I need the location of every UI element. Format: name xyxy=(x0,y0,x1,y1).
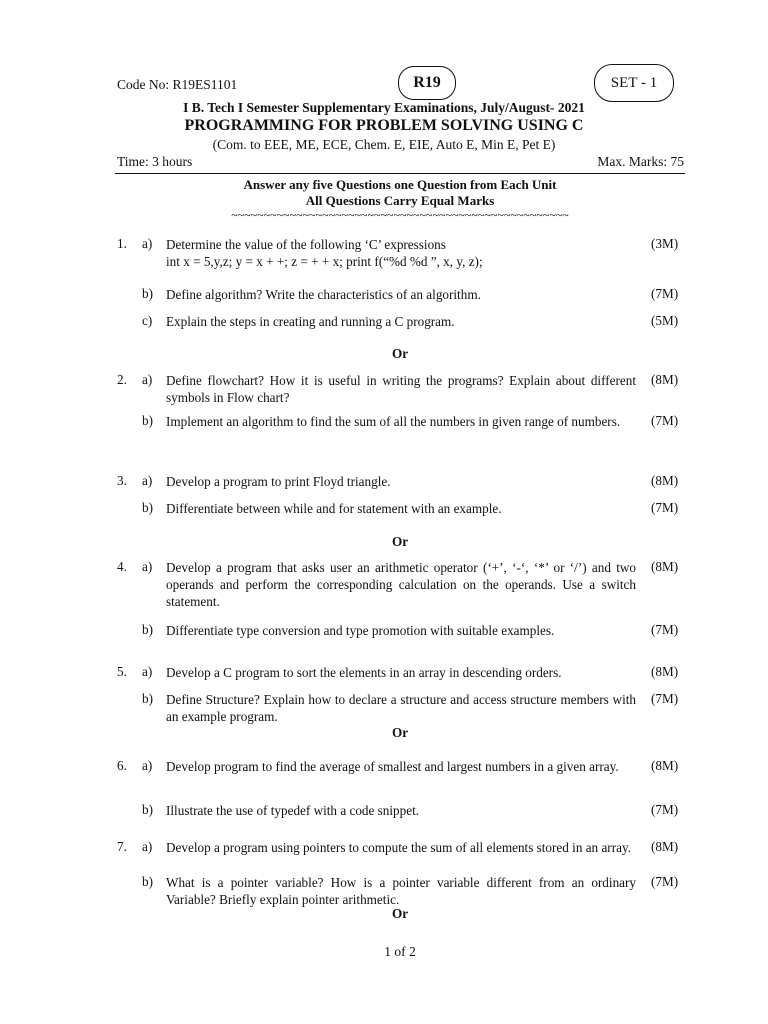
question-number: 3. xyxy=(117,473,127,488)
question-text: Develop a program that asks user an arithmetic operator (‘+’, ‘-‘, ‘*’ or ‘/’) and two operands and perform the corresponding calculation on the operands. Use a switch statement. xyxy=(166,560,636,609)
regulation-badge: R19 xyxy=(398,66,456,100)
marks-label: (7M) xyxy=(651,413,679,428)
marks-label: (8M) xyxy=(651,559,679,574)
question-number: 4. xyxy=(117,559,127,574)
part-label: b) xyxy=(142,802,153,817)
question-text: Illustrate the use of typedef with a code snippet. xyxy=(166,803,420,818)
question-text: Define Structure? Explain how to declare a structure and access structure members with an example program. xyxy=(166,692,636,724)
or-divider: Or xyxy=(391,346,409,361)
question-text: Develop a program using pointers to compute the sum of all elements stored in an array. xyxy=(166,840,631,855)
part-label: b) xyxy=(142,413,153,428)
or-divider: Or xyxy=(391,725,409,740)
part-label: b) xyxy=(142,286,153,301)
part-label: a) xyxy=(142,473,153,488)
question-text: Determine the value of the following ‘C’ expressions xyxy=(166,237,446,252)
marks-label: (7M) xyxy=(651,286,679,301)
or-divider: Or xyxy=(391,906,409,921)
part-label: a) xyxy=(142,559,153,574)
part-label: a) xyxy=(142,236,153,251)
question-text: Develop a program to print Floyd triangle. xyxy=(166,474,391,489)
exam-title: I B. Tech I Semester Supplementary Examinations, July/August- 2021 xyxy=(183,100,585,115)
part-label: a) xyxy=(142,839,153,854)
question-text: Develop a C program to sort the elements in an array in descending orders. xyxy=(166,665,562,680)
marks-label: (7M) xyxy=(651,691,679,706)
question-number: 7. xyxy=(117,839,127,854)
header-divider xyxy=(115,173,685,174)
question-text: Differentiate between while and for statement with an example. xyxy=(166,501,502,516)
marks-label: (8M) xyxy=(651,664,679,679)
question-text: Explain the steps in creating and running a C program. xyxy=(166,314,455,329)
instruction-line-2: All Questions Carry Equal Marks xyxy=(305,193,495,208)
part-label: b) xyxy=(142,622,153,637)
marks-label: (8M) xyxy=(651,839,679,854)
part-label: c) xyxy=(142,313,153,328)
marks-label: (7M) xyxy=(651,500,679,515)
instruction-line-1: Answer any five Questions one Question from Each Unit xyxy=(243,177,557,192)
common-to-branches: (Com. to EEE, ME, ECE, Chem. E, EIE, Auto E, Min E, Pet E) xyxy=(212,137,556,152)
question-text: What is a pointer variable? How is a pointer variable different from an ordinary Variable? Briefly explain pointer arithmetic. xyxy=(166,875,636,907)
marks-label: (3M) xyxy=(651,236,679,251)
part-label: a) xyxy=(142,758,153,773)
code-number: Code No: R19ES1101 xyxy=(117,77,238,92)
question-number: 1. xyxy=(117,236,127,251)
or-divider: Or xyxy=(391,534,409,549)
marks-label: (7M) xyxy=(651,874,679,889)
max-marks: Max. Marks: 75 xyxy=(597,154,684,169)
part-label: a) xyxy=(142,372,153,387)
question-text: Implement an algorithm to find the sum of all the numbers in given range of numbers. xyxy=(166,414,621,429)
set-badge: SET - 1 xyxy=(594,64,674,102)
exam-time: Time: 3 hours xyxy=(117,154,193,169)
marks-label: (8M) xyxy=(651,372,679,387)
subject-title: PROGRAMMING FOR PROBLEM SOLVING USING C xyxy=(184,117,584,134)
part-label: b) xyxy=(142,691,153,706)
marks-label: (7M) xyxy=(651,802,679,817)
question-number: 6. xyxy=(117,758,127,773)
question-code-line: int x = 5,y,z; y = x + +; z = + + x; print f(“%d %d ”, x, y, z); xyxy=(166,254,483,269)
page-number: 1 of 2 xyxy=(384,944,416,959)
marks-label: (7M) xyxy=(651,622,679,637)
part-label: b) xyxy=(142,500,153,515)
part-label: b) xyxy=(142,874,153,889)
part-label: a) xyxy=(142,664,153,679)
marks-label: (8M) xyxy=(651,473,679,488)
question-number: 5. xyxy=(117,664,127,679)
question-number: 2. xyxy=(117,372,127,387)
marks-label: (5M) xyxy=(651,313,679,328)
tilde-divider: ~~~~~~~~~~~~~~~~~~~~~~~~~~~~~~~~~~~~~~~~~~~~~~~~~~~~ xyxy=(231,208,569,222)
question-text: Differentiate type conversion and type promotion with suitable examples. xyxy=(166,623,555,638)
question-text: Define algorithm? Write the characteristics of an algorithm. xyxy=(166,287,481,302)
marks-label: (8M) xyxy=(651,758,679,773)
question-text: Develop program to find the average of smallest and largest numbers in a given array. xyxy=(166,759,619,774)
question-text: Define flowchart? How it is useful in writing the programs? Explain about different symbols in Flow chart? xyxy=(166,373,636,405)
